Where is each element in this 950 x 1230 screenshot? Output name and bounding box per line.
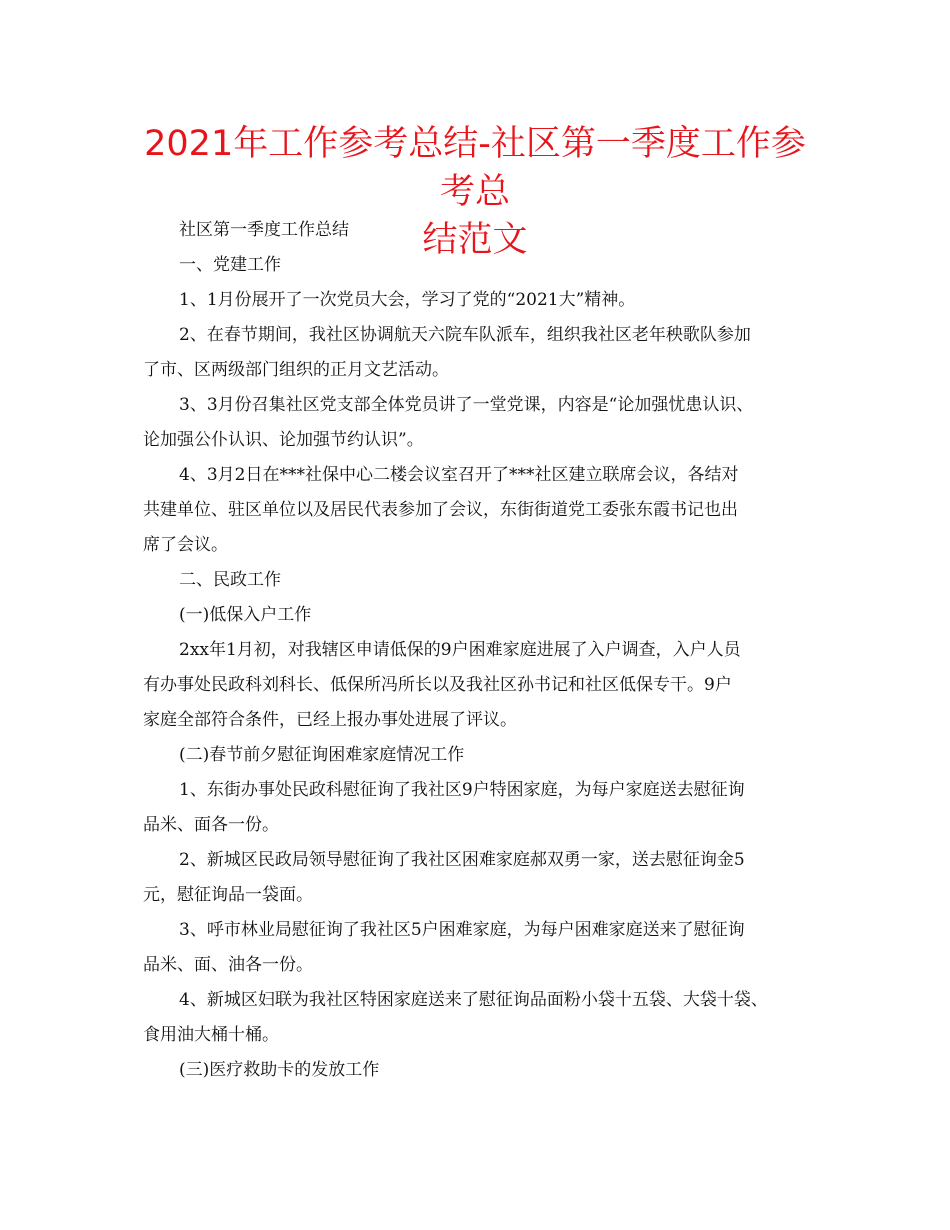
paragraph-line: 2xx年1月初，对我辖区申请低保的9户困难家庭进展了入户调查，入户人员 — [179, 640, 741, 660]
paragraph-line: 3、3月份召集社区党支部全体党员讲了一堂党课，内容是“论加强忧患认识、 — [179, 395, 754, 415]
body-paragraph — [143, 843, 813, 913]
body-paragraph — [143, 913, 813, 983]
body-paragraph — [143, 283, 813, 318]
paragraph-line: 二、民政工作 — [179, 570, 281, 590]
body-paragraph — [143, 458, 813, 563]
paragraph-line: 了市、区两级部门组织的正月文艺活动。 — [143, 360, 449, 380]
paragraph-line: 家庭全部符合条件，已经上报办事处进展了评议。 — [143, 710, 517, 730]
paragraph-line: 共建单位、驻区单位以及居民代表参加了会议，东街街道党工委张东霞书记也出 — [143, 500, 738, 520]
body-paragraph — [143, 318, 813, 388]
paragraph-line: 4、新城区妇联为我社区特困家庭送来了慰征询品面粉小袋十五袋、大袋十袋、 — [179, 990, 768, 1010]
paragraph-line: 3、呼市林业局慰征询了我社区5户困难家庭，为每户困难家庭送来了慰征询 — [179, 920, 745, 940]
paragraph-line: 1、东街办事处民政科慰征询了我社区9户特困家庭，为每户家庭送去慰征询 — [179, 780, 745, 800]
body-paragraph — [143, 633, 813, 738]
paragraph-line: 社区第一季度工作总结 — [179, 220, 349, 240]
paragraph-line: 品米、面各一份。 — [143, 815, 279, 835]
paragraph-line: 1、1月份展开了一次党员大会，学习了党的“2021大”精神。 — [179, 290, 636, 310]
paragraph-line: 4、3月2日在***社保中心二楼会议室召开了***社区建立联席会议，各结对 — [179, 465, 739, 485]
paragraph-line: 2、新城区民政局领导慰征询了我社区困难家庭郝双勇一家，送去慰征询金5 — [179, 850, 745, 870]
paragraph-line: 2、在春节期间，我社区协调航天六院车队派车，组织我社区老年秧歌队参加 — [179, 325, 751, 345]
paragraph-line: 论加强公仆认识、论加强节约认识”。 — [143, 430, 424, 450]
body-paragraph — [143, 773, 813, 843]
body-paragraph — [143, 1053, 813, 1088]
paragraph-line: (三)医疗救助卡的发放工作 — [179, 1060, 380, 1080]
paragraph-line: 有办事处民政科刘科长、低保所冯所长以及我社区孙书记和社区低保专干。9户 — [143, 675, 732, 695]
paragraph-line: 元，慰征询品一袋面。 — [143, 885, 313, 905]
title-line-1: 2021年工作参考总结-社区第一季度工作参考总 — [144, 124, 806, 212]
paragraph-line: 食用油大桶十桶。 — [143, 1025, 279, 1045]
body-paragraph — [143, 563, 813, 598]
body-paragraph — [143, 248, 813, 283]
document-body — [143, 213, 813, 1088]
title-line-2: 结范文 — [422, 220, 528, 260]
paragraph-line: (二)春节前夕慰征询困难家庭情况工作 — [179, 745, 465, 765]
paragraph-line: 品米、面、油各一份。 — [143, 955, 313, 975]
body-paragraph — [143, 598, 813, 633]
body-paragraph — [143, 388, 813, 458]
paragraph-line: 一、党建工作 — [179, 255, 281, 275]
paragraph-line: 席了会议。 — [143, 535, 228, 555]
paragraph-line: (一)低保入户工作 — [179, 605, 312, 625]
body-paragraph — [143, 213, 813, 248]
body-paragraph — [143, 983, 813, 1053]
body-paragraph — [143, 738, 813, 773]
